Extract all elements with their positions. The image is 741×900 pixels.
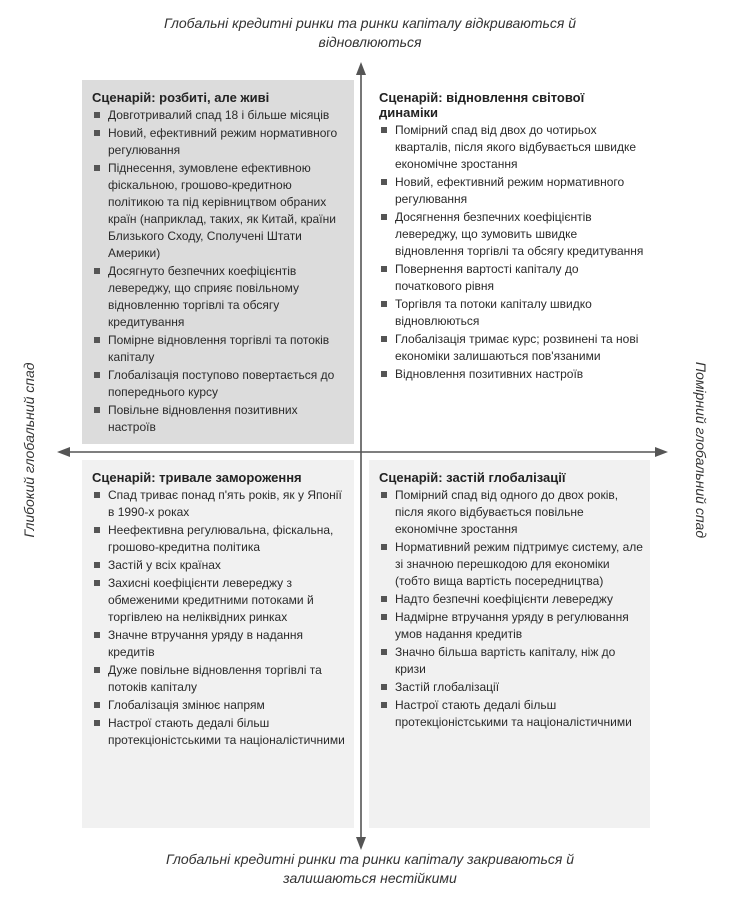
list-item: Спад триває понад п'ять років, як у Японії в 1990-х роках: [92, 487, 346, 521]
list-item: Настрої стають дедалі більш протекціоністськими та націоналістичними: [92, 715, 346, 749]
axis-right-label: Помірний глобальний спад: [693, 361, 709, 539]
axis-left-label: Глибокий глобальний спад: [21, 362, 37, 538]
axis-top-label: Глобальні кредитні ринки та ринки капіталу відкриваються й відновлюються: [163, 15, 576, 50]
arrow-right-icon: [655, 447, 668, 457]
scenario-top-left: [82, 80, 354, 444]
scenario-bottom-right: [369, 460, 650, 828]
list-item: Новий, ефективний режим нормативного регулювання: [92, 125, 346, 159]
scenario-list: [92, 107, 346, 436]
list-item: Відновлення позитивних настроїв: [379, 366, 644, 383]
scenario-list: [92, 487, 346, 749]
list-item: Повільне відновлення позитивних настроїв: [92, 402, 346, 436]
list-item: Настрої стають дедалі більш протекціоністськими та націоналістичними: [379, 697, 644, 731]
list-item: Застій глобалізації: [379, 679, 644, 696]
list-item: Застій у всіх країнах: [92, 557, 346, 574]
list-item: Помірний спад від двох до чотирьох кварталів, після якого відбувається швидке економічне зростання: [379, 122, 644, 173]
list-item: Помірний спад від одного до двох років, після якого відбувається повільне економічне зростання: [379, 487, 644, 538]
list-item: Глобалізація змінює напрям: [92, 697, 346, 714]
scenario-title: Сценарій: застій глобалізації: [379, 470, 566, 485]
arrow-left-icon: [57, 447, 70, 457]
scenario-title: Сценарій: відновлення світової динаміки: [379, 90, 585, 120]
scenario-title: Сценарій: розбиті, але живі: [92, 90, 270, 105]
list-item: Захисні коефіцієнти левереджу з обмеженими кредитними потоками й торгівлею на неліквідних ринках: [92, 575, 346, 626]
list-item: Значне втручання уряду в надання кредитів: [92, 627, 346, 661]
list-item: Довготривалий спад 18 і більше місяців: [92, 107, 346, 124]
list-item: Надто безпечні коефіцієнти левереджу: [379, 591, 644, 608]
list-item: Глобалізація поступово повертається до попереднього курсу: [92, 367, 346, 401]
list-item: Піднесення, зумовлене ефективною фіскальною, грошово-кредитною політикою та під керівництвом обраних країн (наприклад, таких, як Китай, країни Близького Сходу, Сполучені Штати Америки): [92, 160, 346, 262]
list-item: Повернення вартості капіталу до початкового рівня: [379, 261, 644, 295]
list-item: Новий, ефективний режим нормативного регулювання: [379, 174, 644, 208]
scenario-list: [379, 122, 644, 383]
list-item: Помірне відновлення торгівлі та потоків капіталу: [92, 332, 346, 366]
list-item: Торгівля та потоки капіталу швидко відновлюються: [379, 296, 644, 330]
list-item: Досягнуто безпечних коефіцієнтів левереджу, що сприяє повільному відновленню торгівлі та обсягу кредитування: [92, 263, 346, 331]
scenario-title: Сценарій: тривале замороження: [92, 470, 302, 485]
list-item: Надмірне втручання уряду в регулювання умов надання кредитів: [379, 609, 644, 643]
list-item: Нормативний режим підтримує систему, але зі значною перешкодою для економіки (тобто вища вартість посередництва): [379, 539, 644, 590]
arrow-up-icon: [356, 62, 366, 75]
list-item: Глобалізація тримає курс; розвинені та нові економіки залишаються пов'язаними: [379, 331, 644, 365]
list-item: Значно більша вартість капіталу, ніж до кризи: [379, 644, 644, 678]
list-item: Неефективна регулювальна, фіскальна, грошово-кредитна політика: [92, 522, 346, 556]
scenario-list: [379, 487, 644, 731]
list-item: Дуже повільне відновлення торгівлі та потоків капіталу: [92, 662, 346, 696]
scenario-top-right: [369, 80, 650, 444]
arrow-down-icon: [356, 837, 366, 850]
list-item: Досягнення безпечних коефіцієнтів левереджу, що зумовить швидке відновлення торгівлі та обсягу кредитування: [379, 209, 644, 260]
scenario-bottom-left: [82, 460, 354, 828]
axis-bottom-label: Глобальні кредитні ринки та ринки капіталу закриваються й залишаються нестійкими: [166, 851, 574, 886]
